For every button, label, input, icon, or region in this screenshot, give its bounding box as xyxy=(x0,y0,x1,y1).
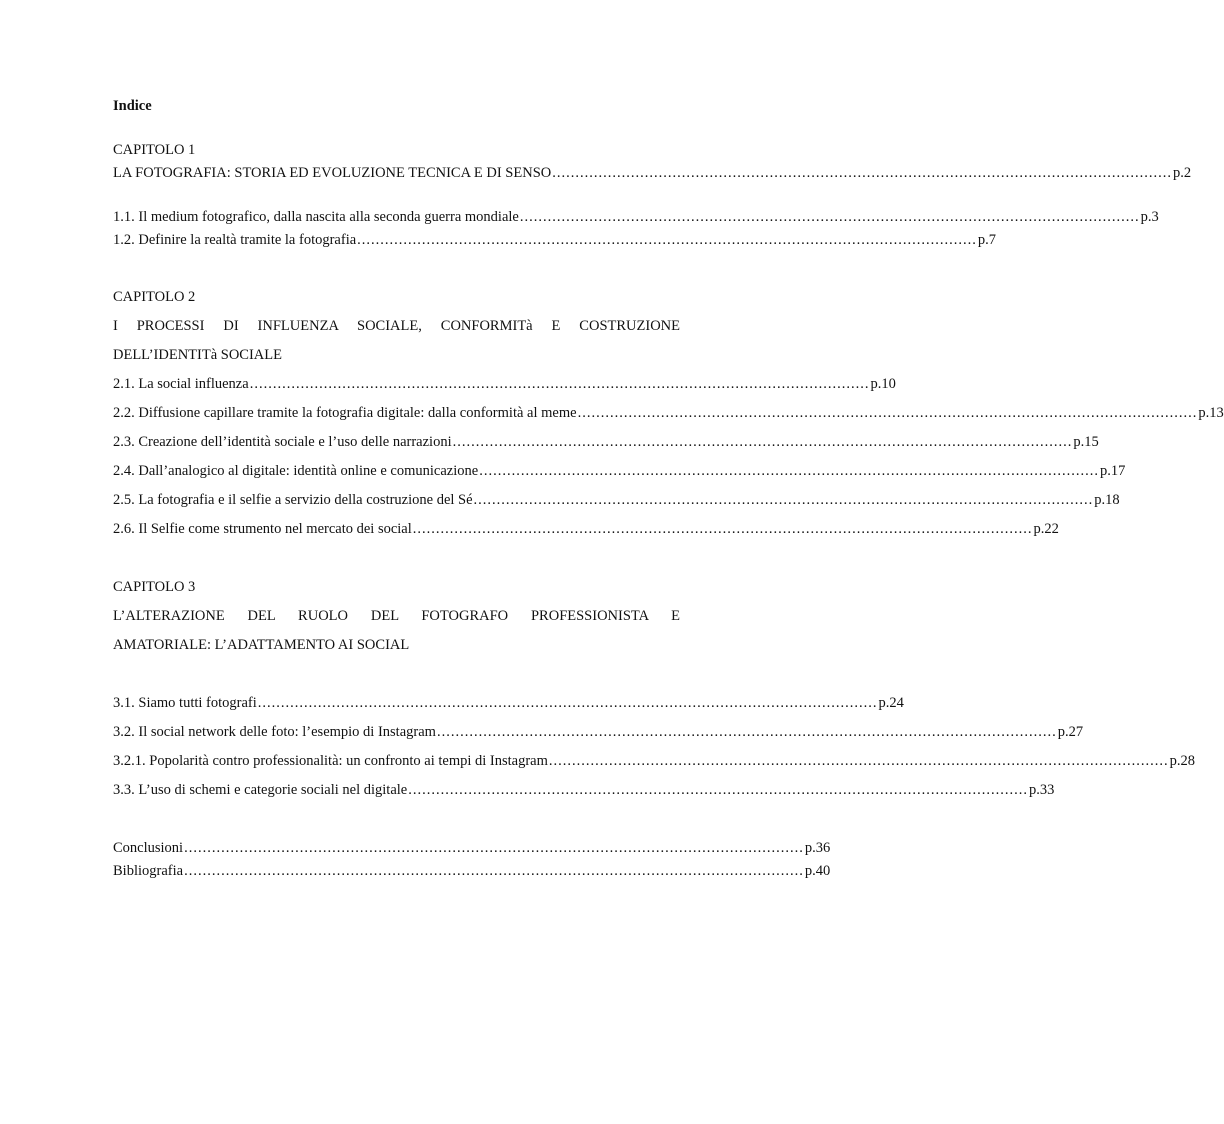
leader-dots: ...................................................................................................................................... xyxy=(184,863,804,879)
page-number: p.40 xyxy=(804,863,831,879)
page-number: p.22 xyxy=(1033,521,1059,537)
toc-entry-title: 3.2. Il social network delle foto: l’esempio di Instagram xyxy=(113,724,436,740)
toc-entry xyxy=(113,231,997,249)
toc-entry-title: 2.2. Diffusione capillare tramite la fotografia digitale: dalla conformità al meme xyxy=(113,405,577,421)
chapter-title: DELL’IDENTITà SOCIALE xyxy=(113,347,282,363)
toc-entry xyxy=(113,433,1099,451)
leader-dots: ...................................................................................................................................... xyxy=(548,753,1169,769)
toc-entry xyxy=(113,375,896,393)
chapter-label: CAPITOLO 2 xyxy=(113,289,196,305)
toc-entry-title: 3.3. L’uso di schemi e categorie sociali nel digitale xyxy=(113,782,408,798)
leader-dots: ...................................................................................................................................... xyxy=(412,521,1033,537)
chapter-title: LA FOTOGRAFIA: STORIA ED EVOLUZIONE TECNICA E DI SENSO xyxy=(113,165,552,181)
page-number: p.7 xyxy=(977,232,997,248)
chapter-title: I PROCESSI DI INFLUENZA SOCIALE, CONFORMITà E COSTRUZIONE xyxy=(113,318,680,334)
toc-entry xyxy=(113,723,1084,741)
chapter-label: CAPITOLO 1 xyxy=(113,142,196,158)
toc-entry-title: Bibliografia xyxy=(113,863,184,879)
leader-dots: ...................................................................................................................................... xyxy=(436,724,1057,740)
leader-dots: ...................................................................................................................................... xyxy=(473,492,1094,508)
toc-entry-title: Conclusioni xyxy=(113,840,184,856)
toc-entry xyxy=(113,520,1059,538)
chapter-label: CAPITOLO 3 xyxy=(113,579,196,595)
chapter-title-entry xyxy=(113,164,1192,182)
page-number: p.13 xyxy=(1198,405,1224,421)
page-number: p.2 xyxy=(1173,165,1192,181)
leader-dots: ...................................................................................................................................... xyxy=(452,434,1073,450)
toc-entry-title: 2.4. Dall’analogico al digitale: identità online e comunicazione xyxy=(113,463,479,479)
page-number: p.27 xyxy=(1057,724,1084,740)
toc-entry xyxy=(113,208,1159,226)
toc-entry xyxy=(113,752,1196,770)
page-number: p.3 xyxy=(1140,209,1159,225)
page-number: p.24 xyxy=(878,695,904,711)
page-number: p.18 xyxy=(1094,492,1120,508)
toc-entry-title: 2.5. La fotografia e il selfie a servizio della costruzione del Sé xyxy=(113,492,473,508)
toc-entry-title: 2.1. La social influenza xyxy=(113,376,249,392)
page-number: p.28 xyxy=(1169,753,1196,769)
leader-dots: ...................................................................................................................................... xyxy=(519,209,1140,225)
toc-entry-conclusions xyxy=(113,839,831,857)
toc-entry-title: 3.1. Siamo tutti fotografi xyxy=(113,695,257,711)
toc-entry-bibliography xyxy=(113,862,831,880)
leader-dots: ...................................................................................................................................... xyxy=(249,376,870,392)
toc-entry xyxy=(113,462,1126,480)
chapter-title: AMATORIALE: L’ADATTAMENTO AI SOCIAL xyxy=(113,637,410,653)
toc-entry-title: 3.2.1. Popolarità contro professionalità: un confronto ai tempi di Instagram xyxy=(113,753,548,769)
toc-entry-title: 2.6. Il Selfie come strumento nel mercato dei social xyxy=(113,521,412,537)
leader-dots: ...................................................................................................................................... xyxy=(408,782,1028,798)
page-number: p.36 xyxy=(804,840,831,856)
page-number: p.17 xyxy=(1099,463,1126,479)
toc-entry-title: 1.1. Il medium fotografico, dalla nascita alla seconda guerra mondiale xyxy=(113,209,519,225)
leader-dots: ...................................................................................................................................... xyxy=(552,165,1172,181)
toc-entry xyxy=(113,491,1120,509)
page-number: p.33 xyxy=(1028,782,1055,798)
page-number: p.15 xyxy=(1073,434,1099,450)
toc-entry xyxy=(113,404,1224,422)
toc-entry xyxy=(113,781,1055,799)
leader-dots: ...................................................................................................................................... xyxy=(577,405,1198,421)
toc-entry xyxy=(113,694,904,712)
page-number: p.10 xyxy=(870,376,896,392)
leader-dots: ...................................................................................................................................... xyxy=(357,232,977,248)
toc-entry-title: 2.3. Creazione dell’identità sociale e l’uso delle narrazioni xyxy=(113,434,452,450)
index-title: Indice xyxy=(113,98,152,114)
toc-entry-title: 1.2. Definire la realtà tramite la fotografia xyxy=(113,232,357,248)
chapter-title: L’ALTERAZIONE DEL RUOLO DEL FOTOGRAFO PROFESSIONISTA E xyxy=(113,608,680,624)
leader-dots: ...................................................................................................................................... xyxy=(257,695,878,711)
leader-dots: ...................................................................................................................................... xyxy=(184,840,804,856)
leader-dots: ...................................................................................................................................... xyxy=(479,463,1099,479)
